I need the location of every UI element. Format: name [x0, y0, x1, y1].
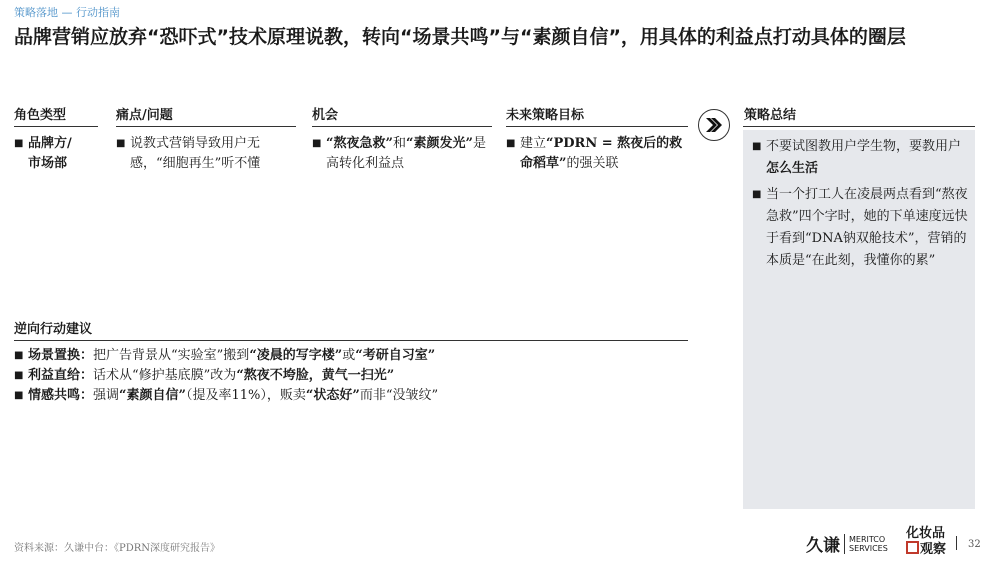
logo-cn: 久谦 [806, 536, 840, 556]
page-number: 32 [968, 539, 981, 550]
column-header-opportunity: 机会 [312, 108, 339, 123]
bullet-square-icon: ■ [14, 138, 24, 149]
bullet-square-icon: ■ [14, 350, 24, 361]
source-note: 资料来源：久谦中台：《PDRN深度研究报告》 [14, 543, 221, 554]
bullet-square-icon: ■ [752, 189, 762, 200]
list-item [14, 366, 694, 386]
summary-item-2: 当一个打工人在凌晨两点看到“熬夜急救”四个字时，她的下单速度远快于看到“DNA钠双舱技术”，营销的本质是“在此刻，我懂你的累” [766, 187, 968, 268]
column-header-type: 角色类型 [14, 108, 67, 123]
reverse-mid: 或 [342, 348, 356, 363]
reverse-label: 场景置换： [28, 348, 94, 363]
reverse-header: 逆向行动建议 [14, 322, 93, 337]
summary-header: 策略总结 [744, 108, 797, 123]
summary-item-1-pre: 不要试图教用户学生物，要教用户 [766, 139, 962, 154]
divider [14, 340, 688, 341]
opportunity-bold-2: “素颜发光” [405, 136, 473, 151]
reverse-label: 情感共鸣： [28, 388, 94, 403]
reverse-tail: 而非“没皱纹” [359, 388, 439, 403]
bullet-square-icon: ■ [312, 138, 322, 149]
list-item [14, 346, 694, 366]
divider [956, 536, 957, 550]
reverse-pre: 把广告背景从“实验室”搬到 [93, 348, 250, 363]
meritco-logo [806, 531, 888, 556]
bullet-square-icon: ■ [506, 138, 516, 149]
summary-item-1-bold: 怎么生活 [766, 161, 819, 176]
cell-type [14, 134, 100, 174]
column-header-pain: 痛点/问题 [116, 108, 173, 123]
bullet-square-icon: ■ [14, 370, 24, 381]
reverse-bold-1: “熬夜不垮脸，黄气一扫光” [236, 368, 395, 383]
page-title: 品牌营销应放弃“恐吓式”技术原理说教，转向“场景共鸣”与“素颜自信”，用具体的利益点打动具体的圈层 [14, 26, 906, 48]
reverse-bold-2: “状态好” [305, 388, 360, 403]
reverse-label: 利益直给： [28, 368, 94, 383]
summary-list [752, 136, 970, 272]
divider [312, 126, 492, 127]
reverse-mid: （提及率11%），贩卖 [186, 388, 306, 403]
divider [506, 126, 688, 127]
goal-tail: 的强关联 [566, 156, 619, 171]
reverse-bold-2: “考研自习室” [355, 348, 436, 363]
opportunity-tail: 是高转化利益点 [326, 136, 486, 171]
logo2-line-1: 化妆品 [906, 526, 946, 541]
logo2-line-2-wrap [906, 541, 946, 557]
cosmetics-observer-logo [906, 526, 946, 557]
opportunity-bold-1: “熬夜急救” [326, 136, 393, 151]
divider [743, 126, 975, 127]
reverse-pre: 强调 [93, 388, 120, 403]
cell-pain [116, 134, 294, 174]
goal-bold: “PDRN = 熬夜后的救命稻草” [520, 136, 683, 171]
bullet-square-icon: ■ [14, 390, 24, 401]
type-text: 品牌方/ 市场部 [28, 136, 72, 171]
cell-goal [506, 134, 690, 174]
square-icon [906, 541, 919, 554]
goal-pre: 建立 [520, 136, 547, 151]
bullet-square-icon: ■ [116, 138, 126, 149]
reverse-bold-1: “凌晨的写字楼” [249, 348, 343, 363]
bullet-square-icon: ■ [752, 141, 762, 152]
reverse-pre: 话术从“修护基底膜”改为 [93, 368, 237, 383]
divider [116, 126, 296, 127]
logo-en [849, 535, 888, 553]
chevron-right-circle-icon [698, 109, 730, 141]
logo-separator [844, 534, 845, 554]
list-item [14, 386, 694, 406]
reverse-bold-1: “素颜自信” [119, 388, 186, 403]
reverse-list [14, 346, 694, 406]
logo-en-2: SERVICES [849, 543, 888, 553]
logo2-line-2: 观察 [920, 542, 947, 557]
divider [14, 126, 98, 127]
opportunity-mid: 和 [392, 136, 406, 151]
column-header-goal: 未来策略目标 [506, 108, 585, 123]
pain-text: 说教式营销导致用户无感，“细胞再生”听不懂 [130, 136, 261, 171]
breadcrumb: 策略落地 — 行动指南 [14, 6, 120, 19]
cell-opportunity [312, 134, 494, 174]
logo-en-1: MERITCO [849, 534, 886, 544]
